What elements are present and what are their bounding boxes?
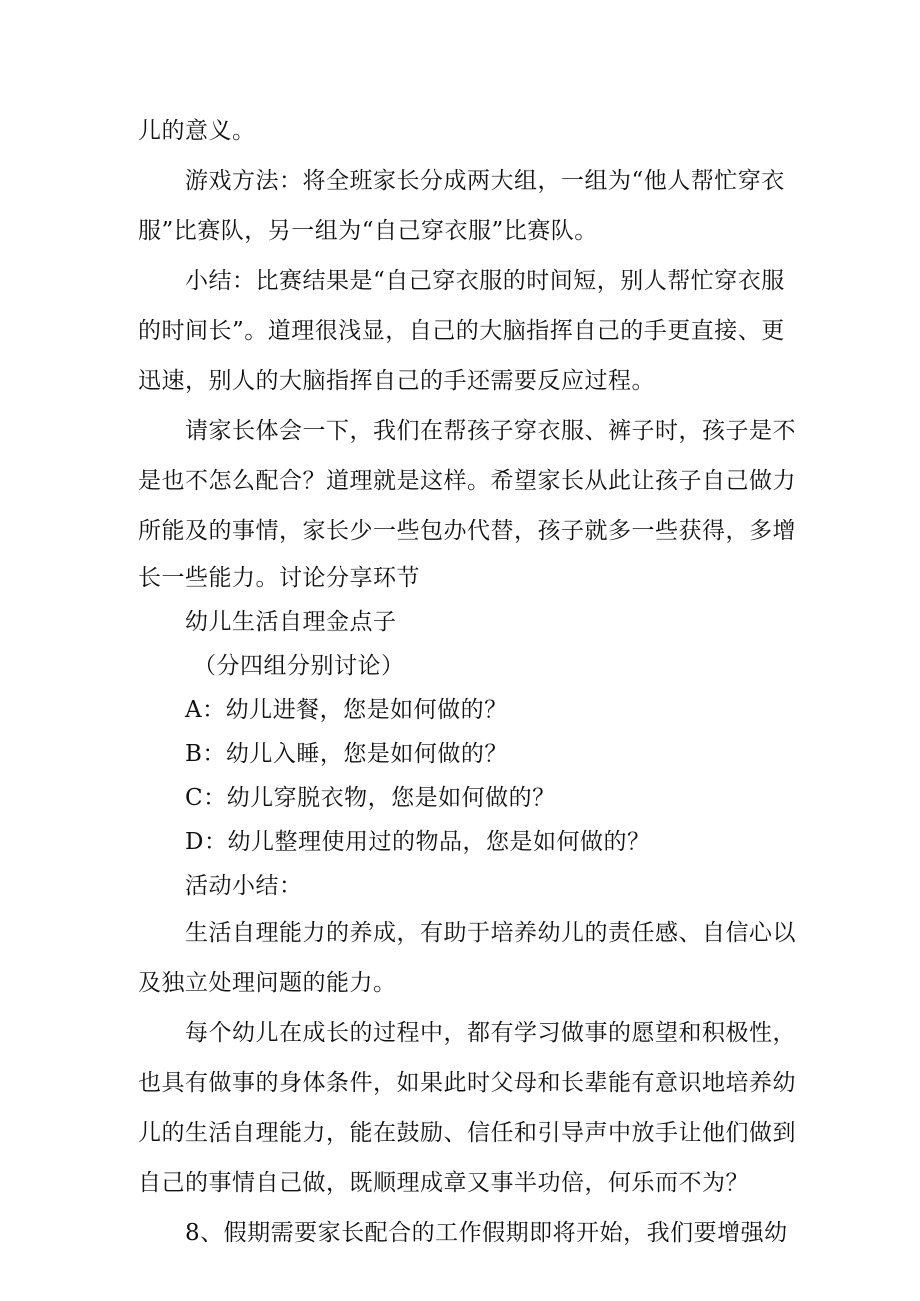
text-line: （分四组分别讨论） (193, 653, 405, 679)
document-body (138, 106, 796, 1258)
text-line: 游戏方法：将全班家长分成两大组，一组为“他人帮忙穿衣 (185, 168, 785, 194)
section-heading: 活动小结： (185, 873, 303, 899)
text-line: 每个幼儿在成长的过程中，都有学习做事的愿望和积极性， (185, 1020, 796, 1046)
text-line: 服”比赛队，另一组为“自己穿衣服”比赛队。 (138, 218, 598, 244)
text-line: 小结：比赛结果是“自己穿衣服的时间短，别人帮忙穿衣服 (185, 268, 785, 294)
text-line: 自己的事情自己做，既顺理成章又事半功倍，何乐而不为？ (138, 1170, 749, 1196)
text-line: 也具有做事的身体条件，如果此时父母和长辈能有意识地培养幼 (138, 1070, 796, 1096)
text-line: 儿的意义。 (138, 118, 256, 144)
text-line: 请家长体会一下，我们在帮孩子穿衣服、裤子时，孩子是不 (185, 418, 796, 444)
text-line: 迅速，别人的大脑指挥自己的手还需要反应过程。 (138, 368, 655, 394)
question-b: B：幼儿入睡，您是如何做的？ (185, 741, 508, 767)
text-line: 是也不怎么配合？道理就是这样。希望家长从此让孩子自己做力 (138, 468, 796, 494)
text-line: 的时间长”。道理很浅显，自己的大脑指挥自己的手更直接、更 (138, 318, 785, 344)
text-line: 儿的生活自理能力，能在鼓励、信任和引导声中放手让他们做到 (138, 1120, 796, 1146)
question-a: A：幼儿进餐，您是如何做的？ (185, 697, 508, 723)
text-line: 长一些能力。讨论分享环节 (138, 565, 420, 591)
text-line: 所能及的事情，家长少一些包办代替，孩子就多一些获得，多增 (138, 518, 796, 544)
text-line: 8、假期需要家长配合的工作假期即将开始，我们要增强幼 (185, 1220, 788, 1246)
section-heading: 幼儿生活自理金点子 (185, 609, 397, 635)
question-c: C：幼儿穿脱衣物，您是如何做的？ (185, 785, 556, 811)
text-line: 及独立处理问题的能力。 (138, 970, 397, 996)
question-d: D：幼儿整理使用过的物品，您是如何做的？ (185, 829, 651, 855)
text-line: 生活自理能力的养成，有助于培养幼儿的责任感、自信心以 (185, 920, 796, 946)
